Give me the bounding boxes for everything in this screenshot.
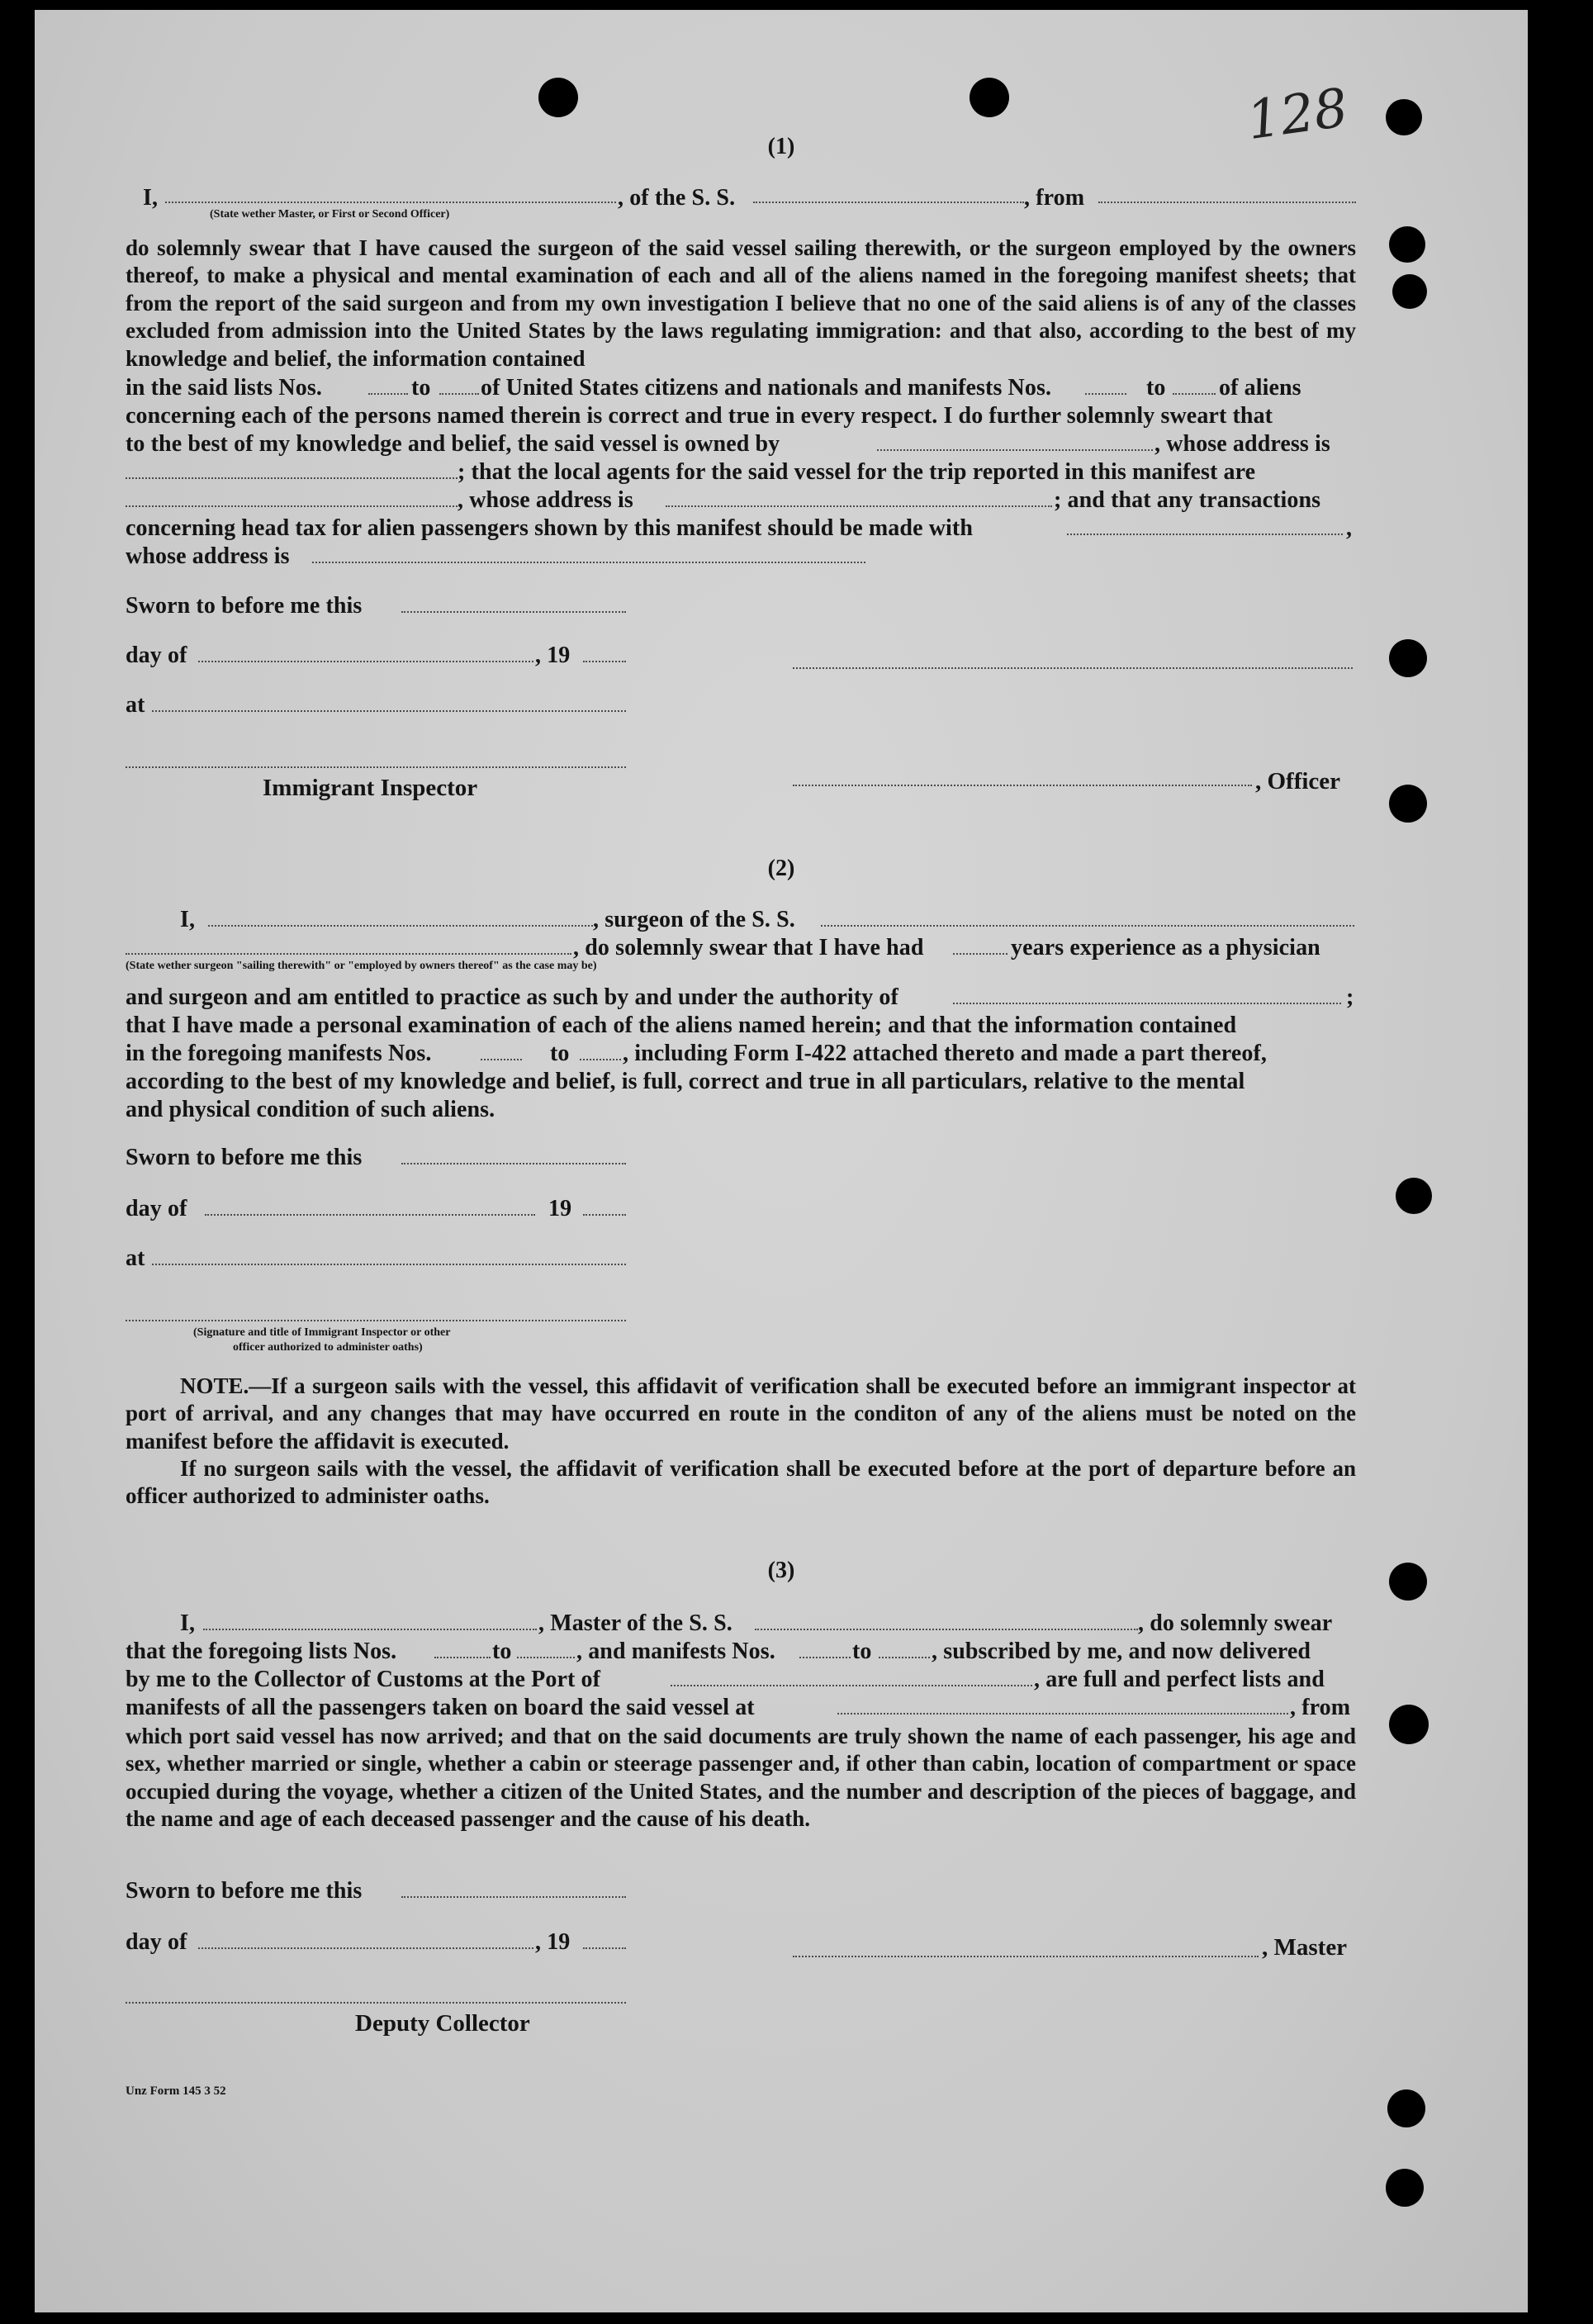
s3-day-field[interactable] <box>198 1947 533 1949</box>
s1-at: at <box>126 692 145 718</box>
s1-ship-name-field[interactable] <box>753 202 1024 203</box>
s1-owned-label: to the best of my knowledge and belief, the said vessel is owned by <box>126 431 780 457</box>
punch-hole-right-5 <box>1389 785 1427 823</box>
s1-day-field[interactable] <box>198 661 533 662</box>
section-3-number: (3) <box>767 1558 795 1583</box>
handwritten-page-number: 128 <box>1243 77 1352 153</box>
s3-subscribed: , subscribed by me, and now delivered <box>932 1639 1311 1664</box>
s2-sworn-field[interactable] <box>401 1163 626 1164</box>
punch-hole-right-8 <box>1389 1705 1429 1744</box>
punch-hole-right-4 <box>1389 639 1427 677</box>
s1-from: , from <box>1024 185 1085 211</box>
s3-sworn-field[interactable] <box>401 1896 626 1898</box>
s3-lists-to-field[interactable] <box>517 1657 575 1658</box>
s2-manifests-label: in the foregoing manifests Nos. <box>126 1041 432 1066</box>
s3-port-field[interactable] <box>671 1685 1032 1686</box>
s3-year: , 19 <box>535 1929 571 1955</box>
s1-year: , 19 <box>535 643 571 668</box>
s3-master-name-field[interactable] <box>203 1629 537 1630</box>
s2-note-para-1: NOTE.—If a surgeon sails with the vessel, this affidavit of verification shall be executed before an immigrant inspector at port of arrival, and any changes that may have occurred en route in the conditon of any of the aliens must be noted on the manifest before the affidavit is executed. <box>126 1373 1356 1454</box>
s3-body: which port said vessel has now arrived; and that on the said documents are truly shown the name of each passenger, his age and sex, whether married or single, whether a cabin or steerage passenger and, if other than cabin, location of compartment or space occupied during the voyage, whether a citizen of the United States, and the number and description of the pieces of baggage, and the name and age of each deceased passenger and the cause of his death. <box>126 1724 1356 1832</box>
s3-master-signature-line[interactable] <box>793 1956 1259 1957</box>
s2-authority-field[interactable] <box>953 1003 1341 1004</box>
s2-signature-line[interactable] <box>126 1320 626 1321</box>
s1-headtax-address-field[interactable] <box>312 562 865 563</box>
s2-signature-note-2: officer authorized to administer oaths) <box>233 1341 423 1354</box>
s2-year-field[interactable] <box>583 1214 626 1216</box>
s1-officer-label: , Officer <box>1255 768 1341 794</box>
s1-lists-label: in the said lists Nos. <box>126 375 322 401</box>
s1-lists-to-field[interactable] <box>439 393 479 395</box>
s3-swear: , do solemnly swear <box>1138 1610 1333 1636</box>
punch-hole-right-9 <box>1387 2089 1425 2127</box>
s1-agents-address-field[interactable] <box>666 505 1052 507</box>
s1-manifests-to: to <box>1146 375 1166 401</box>
s2-surgeon-name-field[interactable] <box>208 925 593 927</box>
form-number: Unz Form 145 3 52 <box>126 2084 226 2098</box>
s1-headtax-comma: , <box>1346 515 1353 541</box>
s2-surgeon-of-ss: , surgeon of the S. S. <box>593 907 795 932</box>
s3-deputy-label: Deputy Collector <box>355 2010 530 2037</box>
punch-hole-right-1 <box>1386 99 1422 135</box>
punch-hole-top-left <box>538 78 578 117</box>
s1-of-ss: , of the S. S. <box>618 185 736 211</box>
s1-inspector-signature-line[interactable] <box>126 766 626 768</box>
section-2-number: (2) <box>767 856 795 881</box>
s3-boarded-label: manifests of all the passengers taken on board the said vessel at <box>126 1695 755 1720</box>
s1-inspector-label: Immigrant Inspector <box>263 775 478 801</box>
s2-note-para-2: If no surgeon sails with the vessel, the affidavit of verification shall be executed before at the port of departure before an officer authorized to administer oaths. <box>126 1456 1356 1509</box>
s1-headtax-field[interactable] <box>1067 534 1343 535</box>
s2-signature-note-1: (Signature and title of Immigrant Inspector or other <box>193 1326 451 1339</box>
s1-sworn: Sworn to before me this <box>126 593 363 619</box>
s3-lists-label: that the foregoing lists Nos. <box>126 1639 397 1664</box>
s2-exam: that I have made a personal examination of each of the aliens named herein; and that the information contained <box>126 1013 1237 1038</box>
punch-hole-right-10 <box>1386 2169 1424 2207</box>
s3-manifests-from-field[interactable] <box>799 1657 851 1658</box>
s3-manifests-to: to <box>852 1639 872 1664</box>
s3-sworn: Sworn to before me this <box>126 1878 363 1904</box>
s2-form-i422: , including Form I-422 attached thereto and made a part thereof, <box>623 1041 1267 1066</box>
s2-condition: and physical condition of such aliens. <box>126 1097 495 1122</box>
s2-authority-label: and surgeon and am entitled to practice as such by and under the authority of <box>126 984 898 1010</box>
s3-master-of-ss: , Master of the S. S. <box>538 1610 732 1636</box>
s2-day-of: day of <box>126 1196 187 1221</box>
punch-hole-right-2 <box>1389 226 1425 263</box>
punch-hole-right-6 <box>1396 1178 1432 1214</box>
s3-full-perfect: , are full and perfect lists and <box>1034 1667 1325 1692</box>
s1-from-field[interactable] <box>1098 202 1356 203</box>
s3-lists-to: to <box>492 1639 512 1664</box>
s2-day-field[interactable] <box>205 1214 535 1216</box>
s3-from: , from <box>1290 1695 1351 1720</box>
s3-manifests-to-field[interactable] <box>879 1657 930 1658</box>
s2-manifests-from-field[interactable] <box>481 1059 522 1060</box>
s1-lists-from-field[interactable] <box>368 393 408 395</box>
s1-owner-address-field[interactable] <box>126 477 458 479</box>
section-1-number: (1) <box>767 134 795 159</box>
s1-sworn-field[interactable] <box>401 611 626 613</box>
s3-lists-from-field[interactable] <box>434 1657 491 1658</box>
s3-master-label: , Master <box>1262 1934 1348 1961</box>
s1-manifests-from-field[interactable] <box>1085 393 1126 395</box>
punch-hole-top-center <box>970 78 1009 117</box>
s2-surgeon-status-field[interactable] <box>126 953 571 955</box>
s3-manifests-label: , and manifests Nos. <box>576 1639 775 1664</box>
s1-headtax-label: concerning head tax for alien passengers shown by this manifest should be made with <box>126 515 973 541</box>
s1-agents-label: ; that the local agents for the said vessel for the trip reported in this manifest are <box>458 459 1256 485</box>
s1-officer-signature-line[interactable] <box>793 667 1353 669</box>
s2-i: I, <box>180 907 196 932</box>
s3-boarded-port-field[interactable] <box>837 1713 1288 1715</box>
s3-i: I, <box>180 1610 196 1636</box>
s2-years-field[interactable] <box>953 953 1007 955</box>
document-page <box>35 10 1528 2312</box>
s1-owner-field[interactable] <box>877 449 1153 451</box>
s2-sworn: Sworn to before me this <box>126 1145 363 1170</box>
s1-concerning: concerning each of the persons named therein is correct and true in every respect. I do further solemnly sweart that <box>126 403 1273 429</box>
s1-master-name-field[interactable] <box>165 202 616 203</box>
s2-year: 19 <box>548 1196 572 1221</box>
s3-collector-label: by me to the Collector of Customs at the Port of <box>126 1667 601 1692</box>
s2-authority-semicolon: ; <box>1346 984 1354 1010</box>
s2-manifests-to: to <box>550 1041 570 1066</box>
s1-body: do solemnly swear that I have caused the surgeon of the said vessel sailing therewith, or the surgeon employed by the owners thereof, to make a physical and mental examination of each and all of the aliens named in the foregoing manifest sheets; that from the report of the said surgeon and from my own investigation I believe that no one of the said aliens is of any of the classes excluded from admission into the United States by the laws regulating immigration: and that also, according to the best of my knowledge and belief, the information contained <box>126 235 1356 371</box>
s2-belief: according to the best of my knowledge and belief, is full, correct and true in all particulars, relative to the mental <box>126 1069 1245 1094</box>
s1-at-field[interactable] <box>152 710 626 712</box>
s2-years-label: years experience as a physician <box>1011 935 1320 960</box>
s2-ship-name-field[interactable] <box>821 925 1354 927</box>
s1-agents-field[interactable] <box>126 505 458 507</box>
s1-i: I, <box>143 185 159 211</box>
s2-surgeon-note: (State wether surgeon "sailing therewith" or "employed by owners thereof" as the case may be) <box>126 960 597 972</box>
s1-transactions: ; and that any transactions <box>1054 487 1321 513</box>
s1-agents-address-label: , whose address is <box>458 487 633 513</box>
s1-master-note: (State wether Master, or First or Second Officer) <box>210 208 450 221</box>
s1-manifests-to-field[interactable] <box>1173 393 1216 395</box>
s3-ship-name-field[interactable] <box>755 1629 1138 1630</box>
s1-lists-citizens: of United States citizens and nationals and manifests Nos. <box>481 375 1052 401</box>
s1-lists-to: to <box>411 375 431 401</box>
s1-whose-address-label: whose address is <box>126 543 290 569</box>
s1-of-aliens: of aliens <box>1219 375 1301 401</box>
s1-owner-address-label: , whose address is <box>1154 431 1330 457</box>
s2-at: at <box>126 1245 145 1271</box>
punch-hole-right-3 <box>1392 274 1427 309</box>
s2-swear: , do solemnly swear that I have had <box>573 935 924 960</box>
s3-deputy-signature-line[interactable] <box>126 2002 626 2004</box>
s2-manifests-to-field[interactable] <box>580 1059 621 1060</box>
s1-officer-line[interactable] <box>793 785 1252 786</box>
s1-day-of: day of <box>126 643 187 668</box>
s1-year-field[interactable] <box>583 661 626 662</box>
s2-at-field[interactable] <box>152 1264 626 1265</box>
s3-day-of: day of <box>126 1929 187 1955</box>
s3-year-field[interactable] <box>583 1947 626 1949</box>
